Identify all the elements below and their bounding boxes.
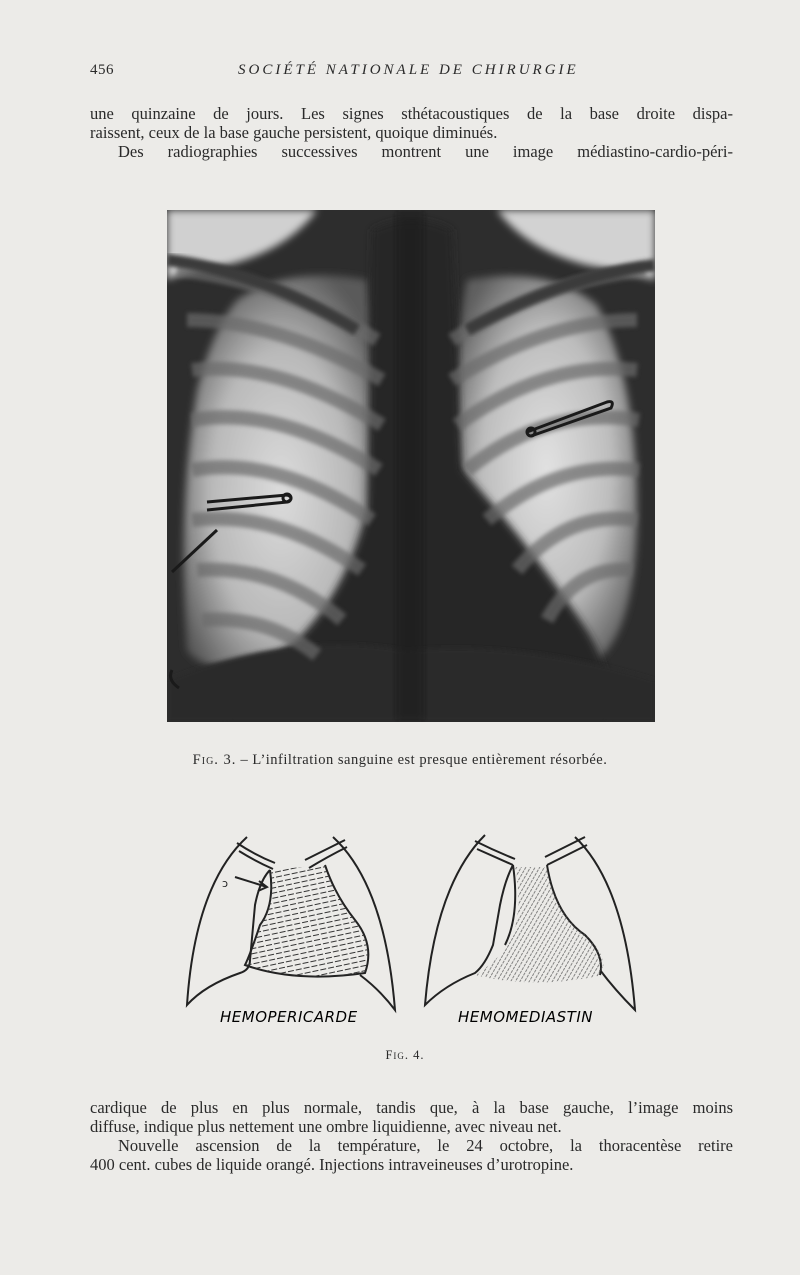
top-paragraph [90, 104, 733, 161]
text-line: raissent, ceux de la base gauche persistent, quoique diminués. [90, 123, 498, 142]
figure-4-caption: Fig. 4. [385, 1048, 425, 1062]
page-number: 456 [90, 62, 114, 78]
bottom-paragraph [90, 1098, 733, 1174]
figure-4-diagrams [175, 825, 645, 1030]
hemomediastin-label: HEMOMEDIASTIN [458, 1008, 593, 1026]
pericardial-effusion-hatch [245, 865, 368, 977]
text-line: cardique de plus en plus normale, tandis que, à la base gauche, l’image moins [90, 1098, 733, 1117]
figure-3-caption-text: – L’infiltration sanguine est presque entièrement résorbée. [240, 752, 608, 768]
svg-text:ɔ: ɔ [222, 877, 229, 890]
chest-xray-image [167, 210, 655, 722]
mediastinal-hematoma-stipple [475, 867, 604, 983]
figure-3-label: Fig. 3. [192, 752, 237, 768]
running-title: SOCIÉTÉ NATIONALE DE CHIRURGIE [238, 62, 579, 78]
text-line: Nouvelle ascension de la température, le 24 octobre, la thoracentèse retire [118, 1136, 733, 1155]
figure-3-caption [0, 752, 800, 769]
text-line: diffuse, indique plus nettement une ombre liquidienne, avec niveau net. [90, 1117, 562, 1136]
text-line: 400 cent. cubes de liquide orangé. Injections intraveineuses d’urotropine. [90, 1155, 574, 1174]
hemopericarde-label: HEMOPERICARDE [220, 1008, 358, 1026]
text-line: une quinzaine de jours. Les signes sthétacoustiques de la base droite dispa- [90, 104, 733, 123]
text-line: Des radiographies successives montrent une image médiastino-cardio-péri- [118, 142, 733, 161]
